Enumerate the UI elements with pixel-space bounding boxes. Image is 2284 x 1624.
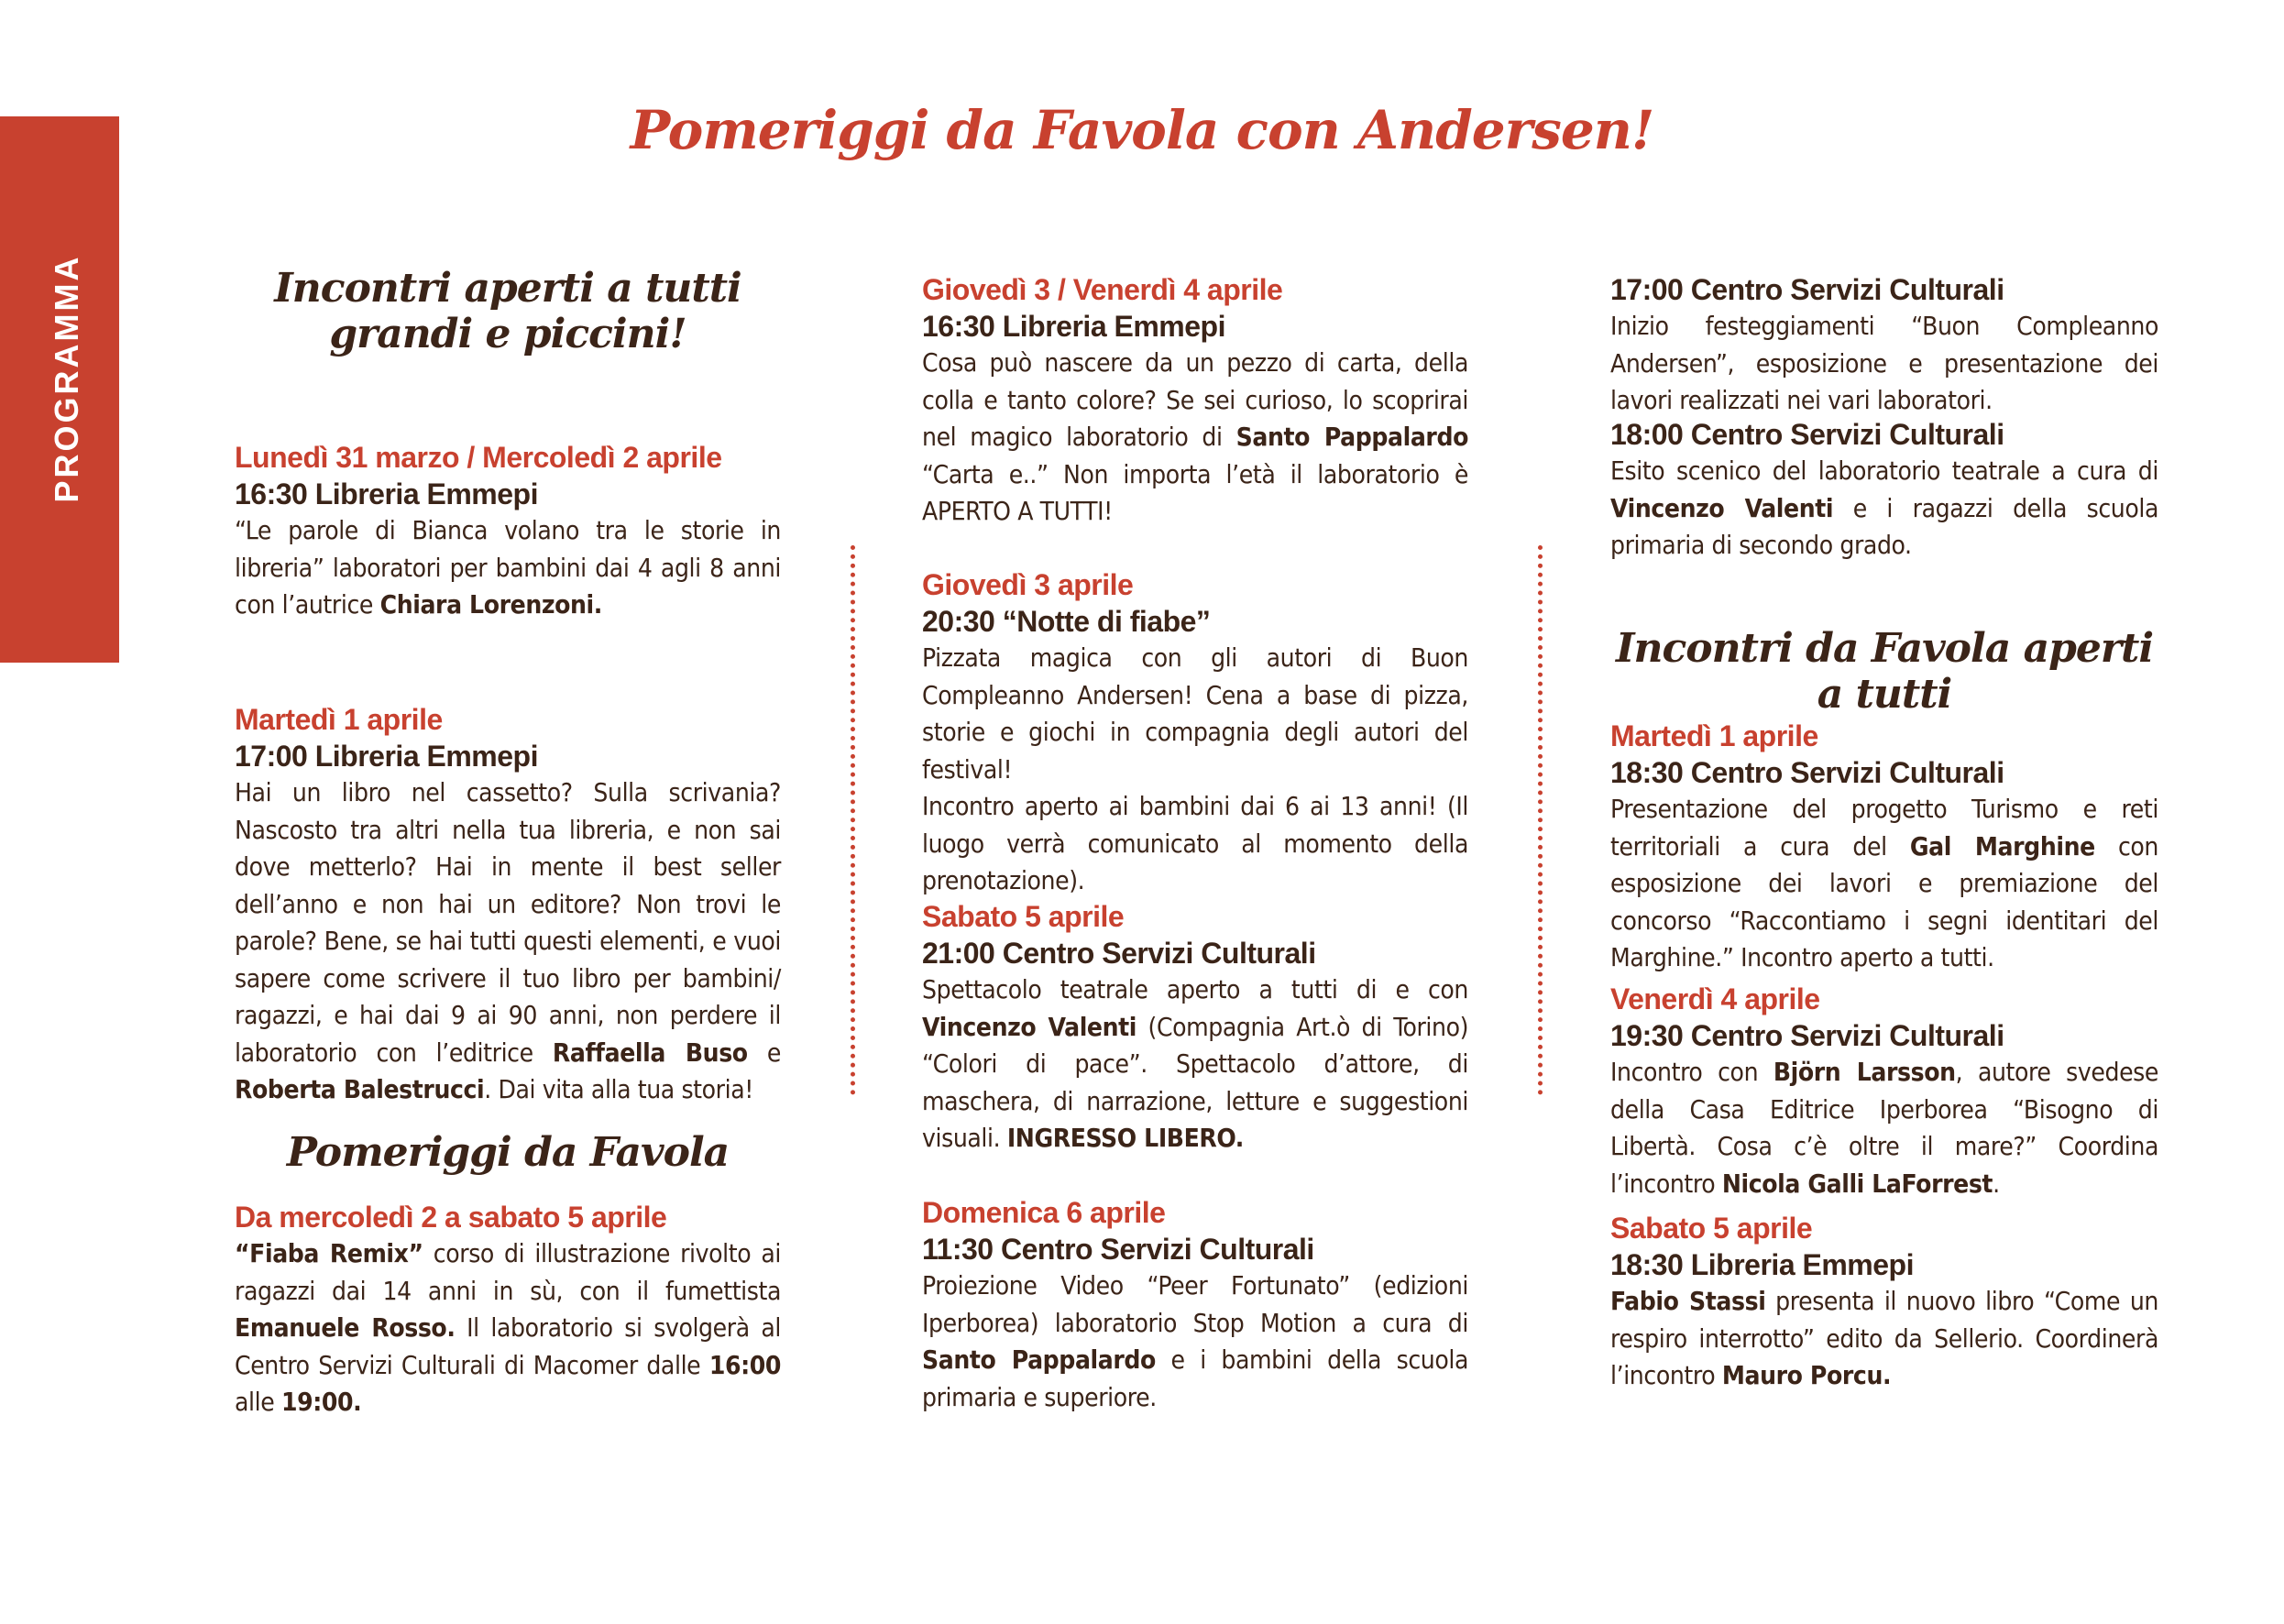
event-description: Pizzata magica con gli autori di Buon Compleanno Andersen! Cena a base di pizza, storie e giochi in compagnia degli autori del festival! xyxy=(922,642,1468,785)
event-block xyxy=(1610,416,2158,565)
event-block xyxy=(1610,271,2158,420)
section-title-incontri-favola: Incontri da Favola aperti a tutti xyxy=(1615,625,2154,718)
event-text: Esito scenico del laboratorio teatrale a cura di xyxy=(1610,455,2158,486)
event-name-bold: Roberta Balestrucci xyxy=(235,1074,485,1104)
event-name-bold: Santo Pappalardo xyxy=(922,1344,1156,1375)
event-name-bold: “Fiaba Remix” xyxy=(235,1238,423,1268)
event-name-bold: Vincenzo Valenti xyxy=(922,1011,1137,1042)
event-name-bold: Santo Pappalardo xyxy=(1235,422,1468,452)
event-date: Sabato 5 aprile xyxy=(1610,1212,1813,1245)
event-block xyxy=(235,439,781,624)
event-date: Giovedì 3 / Venerdì 4 aprile xyxy=(922,273,1283,306)
event-block xyxy=(922,566,1468,900)
event-date: Da mercoledì 2 a sabato 5 aprile xyxy=(235,1201,667,1234)
event-text: e i ragazzi della scuola primaria di secondo grado. xyxy=(1610,492,2158,560)
event-description xyxy=(1610,453,2158,565)
event-heading: 20:30 “Notte di fiabe” xyxy=(922,605,1211,638)
event-name-bold: Mauro Porcu. xyxy=(1721,1360,1892,1390)
event-name-bold: INGRESSO LIBERO. xyxy=(1006,1123,1244,1153)
event-date: Domenica 6 aprile xyxy=(922,1196,1166,1229)
event-name-bold: Vincenzo Valenti xyxy=(1610,492,1834,523)
section-title-line-1: Incontri aperti a tutti xyxy=(274,265,741,312)
event-text: Presentazione del progetto Turismo e reti territoriali a cura del xyxy=(1610,794,2158,861)
event-heading: 18:30 Centro Servizi Culturali xyxy=(1610,756,2004,789)
event-description xyxy=(235,774,781,1109)
event-heading: 16:30 Libreria Emmepi xyxy=(922,310,1225,343)
event-text: Cosa può nascere da un pezzo di carta, della colla e tanto colore? Se sei curioso, lo scoprirai nel magico laboratorio di xyxy=(922,347,1468,452)
event-block xyxy=(922,1194,1468,1416)
section-title-incontri xyxy=(235,266,781,357)
event-heading: 18:30 Libreria Emmepi xyxy=(1610,1248,1914,1281)
event-date: Lunedì 31 marzo / Mercoledì 2 aprile xyxy=(235,441,722,474)
event-heading: 21:00 Centro Servizi Culturali xyxy=(922,937,1316,970)
event-block xyxy=(1610,1210,2158,1395)
dotted-divider xyxy=(1538,545,1543,1095)
event-text: (Compagnia Art.ò di Torino) “Colori di pace”. Spettacolo d’attore, di maschera, di narrazione, letture e suggestioni visuali. xyxy=(922,1011,1469,1153)
event-text: “Le parole di Bianca volano tra le storie in libreria” laboratori per bambini dai 4 agli 8 anni con l’autrice xyxy=(235,515,781,620)
event-heading: 18:00 Centro Servizi Culturali xyxy=(1610,418,2004,451)
dotted-divider xyxy=(851,545,855,1095)
event-text: Hai un libro nel cassetto? Sulla scrivania? Nascosto tra altri nella tua libreria, e non sai dove metterlo? Hai in mente il best seller dell’anno e non hai un editore? Non trovi le parole? Bene, se hai tutti questi elementi, e vuoi sapere come scrivere il tuo libro per bambini/ ragazzi, e hai dai 9 ai 90 anni, non perdere il laboratorio con l’editrice xyxy=(235,777,781,1068)
side-tab-label: PROGRAMMA xyxy=(48,254,85,503)
event-name-bold: Raffaella Buso xyxy=(552,1037,748,1068)
event-date: Sabato 5 aprile xyxy=(922,900,1125,933)
event-description xyxy=(922,1267,1468,1416)
event-time-bold: 19:00. xyxy=(280,1387,362,1417)
event-time-bold: 16:00 xyxy=(708,1349,781,1380)
event-date: Giovedì 3 aprile xyxy=(922,568,1134,601)
event-date: Martedì 1 aprile xyxy=(1610,719,1818,752)
event-description: Incontro aperto ai bambini dai 6 ai 13 anni! (Il luogo verrà comunicato al momento della prenotazione). xyxy=(922,791,1468,895)
event-text: Spettacolo teatrale aperto a tutti di e con xyxy=(922,974,1468,1004)
event-description xyxy=(1610,791,2158,977)
event-name-bold: Björn Larsson xyxy=(1773,1057,1956,1087)
event-text: e xyxy=(747,1037,782,1068)
event-text: Proiezione Video “Peer Fortunato” (edizioni Iperborea) laboratorio Stop Motion a cura di xyxy=(922,1270,1468,1338)
event-text: presenta il nuovo libro “Come un respiro interrotto” edito da Sellerio. Coordinerà l’incontro xyxy=(1610,1286,2158,1390)
event-block xyxy=(922,898,1468,1158)
event-text: corso di illustrazione rivolto ai ragazzi dai 14 anni in sù, con il fumettista xyxy=(235,1238,781,1306)
page-title: Pomeriggi da Favola con Andersen! xyxy=(630,99,1654,161)
event-description xyxy=(235,512,781,624)
event-text: alle xyxy=(235,1387,281,1417)
event-heading: 11:30 Centro Servizi Culturali xyxy=(922,1233,1314,1266)
event-description xyxy=(922,971,1468,1158)
event-block xyxy=(235,1199,781,1421)
event-description: Inizio festeggiamenti “Buon Compleanno Andersen”, esposizione e presentazione dei lavori realizzati nei vari laboratori. xyxy=(1610,311,2158,415)
event-heading: 17:00 Libreria Emmepi xyxy=(235,740,538,773)
event-description xyxy=(1610,1054,2158,1202)
event-heading: 17:00 Centro Servizi Culturali xyxy=(1610,273,2004,306)
event-description xyxy=(1610,1283,2158,1395)
event-name-bold: Emanuele Rosso. xyxy=(235,1312,456,1343)
section-title-line-2: grandi e piccini! xyxy=(329,311,686,357)
event-block xyxy=(235,701,781,1109)
event-name-bold: Fabio Stassi xyxy=(1610,1286,1766,1316)
event-text: “Carta e..” Non importa l’età il laboratorio è APERTO A TUTTI! xyxy=(922,458,1468,526)
event-text: con esposizione dei lavori e premiazione del concorso “Raccontiamo i segni identitari del Marghine.” Incontro aperto a tutti. xyxy=(1610,830,2159,972)
event-block xyxy=(1610,981,2158,1202)
event-text: Incontro con xyxy=(1610,1057,1773,1087)
event-text: . Dai vita alla tua storia! xyxy=(484,1074,753,1104)
event-block xyxy=(1610,718,2158,977)
event-heading: 16:30 Libreria Emmepi xyxy=(235,477,538,510)
event-name-bold: Nicola Galli LaForrest xyxy=(1721,1168,1993,1199)
section-title-pomeriggi: Pomeriggi da Favola xyxy=(286,1129,730,1176)
event-name-bold: Gal Marghine xyxy=(1909,830,2095,861)
event-block xyxy=(922,271,1468,531)
event-date: Venerdì 4 aprile xyxy=(1610,982,1820,1015)
event-date: Martedì 1 aprile xyxy=(235,703,443,736)
event-text: e i bambini della scuola primaria e superiore. xyxy=(922,1344,1469,1412)
event-text: Il laboratorio si svolgerà al Centro Servizi Culturali di Macomer dalle xyxy=(235,1312,781,1380)
event-name-bold: Chiara Lorenzoni. xyxy=(379,589,602,620)
event-heading: 19:30 Centro Servizi Culturali xyxy=(1610,1019,2004,1052)
event-description xyxy=(922,345,1468,531)
event-text: . xyxy=(1993,1168,2000,1199)
event-description xyxy=(235,1235,781,1421)
event-text: , autore svedese della Casa Editrice Iperborea “Bisogno di Libertà. Cosa c’è oltre il mare?” Coordina l’incontro xyxy=(1610,1057,2158,1199)
